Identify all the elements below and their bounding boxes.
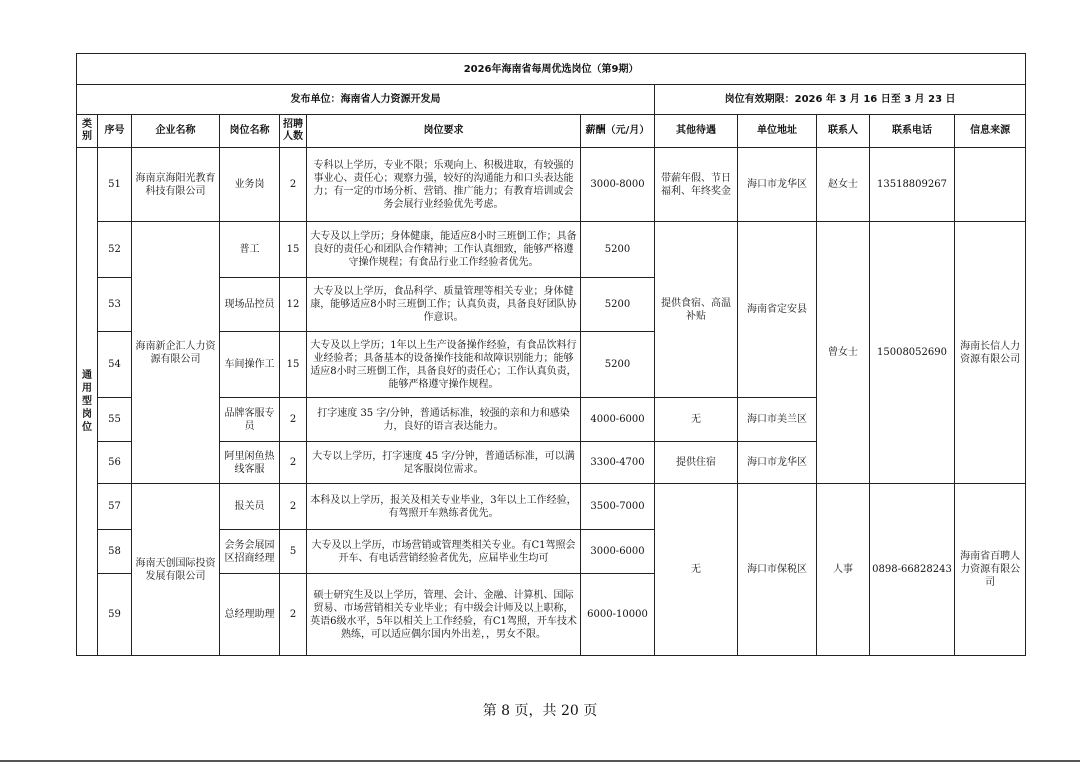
- salary-cell: 5200: [581, 332, 655, 398]
- salary-cell: 3500-7000: [581, 484, 655, 530]
- position-cell: 阿里闲鱼热线客服: [220, 442, 280, 484]
- company-cell: 海南新企汇人力资源有限公司: [132, 222, 220, 484]
- validity-label: 岗位有效期限：2026 年 3 月 16 日至 3 月 23 日: [655, 85, 1026, 115]
- salary-cell: 3000-8000: [581, 148, 655, 222]
- benefits-cell: 带薪年假、节日福利、年终奖金: [655, 148, 738, 222]
- phone-cell: 15008052690: [870, 222, 955, 484]
- source-cell: [955, 148, 1026, 222]
- requirements-cell: 大专以上学历，打字速度 45 字/分钟，普通话标准，可以满足客服岗位需求。: [307, 442, 581, 484]
- address-cell: 海口市美兰区: [738, 398, 817, 442]
- salary-cell: 6000-10000: [581, 574, 655, 656]
- requirements-cell: 大专及以上学历；1年以上生产设备操作经验，有食品饮料行业经验者；具备基本的设备操作技能和故障识别能力；能够适应8小时三班倒工作，具备良好的责任心；工作认真负责，能够严格遵守操作规程。: [307, 332, 581, 398]
- table-row: [77, 148, 1026, 222]
- position-cell: 车间操作工: [220, 332, 280, 398]
- count-cell: 2: [280, 442, 307, 484]
- contact-cell: 赵女士: [817, 148, 870, 222]
- count-cell: 2: [280, 484, 307, 530]
- salary-cell: 4000-6000: [581, 398, 655, 442]
- seq-cell: 57: [98, 484, 132, 530]
- header-phone: 联系电话: [870, 115, 955, 148]
- position-cell: 普工: [220, 222, 280, 278]
- source-cell: 海南省百聘人力资源有限公司: [955, 484, 1026, 656]
- header-requirements: 岗位要求: [307, 115, 581, 148]
- position-cell: 品牌客服专员: [220, 398, 280, 442]
- header-row: [77, 115, 1026, 148]
- salary-cell: 3000-6000: [581, 530, 655, 574]
- phone-cell: 0898-66828243: [870, 484, 955, 656]
- company-cell: 海南京海阳光教育科技有限公司: [132, 148, 220, 222]
- requirements-cell: 本科及以上学历，报关及相关专业毕业，3年以上工作经验，有驾照开车熟练者优先。: [307, 484, 581, 530]
- category-cell: 通用型岗位: [77, 148, 98, 656]
- page-footer: 第 8 页，共 20 页: [482, 703, 598, 719]
- requirements-cell: 大专及以上学历；身体健康，能适应8小时三班倒工作；具备良好的责任心和团队合作精神；工作认真细致，能够严格遵守操作规程；有食品行业工作经验者优先。: [307, 222, 581, 278]
- phone-cell: 13518809267: [870, 148, 955, 222]
- header-contact: 联系人: [817, 115, 870, 148]
- benefits-cell: 提供住宿: [655, 442, 738, 484]
- header-seq: 序号: [98, 115, 132, 148]
- header-source: 信息来源: [955, 115, 1026, 148]
- position-cell: 会务会展园区招商经理: [220, 530, 280, 574]
- position-cell: 业务岗: [220, 148, 280, 222]
- count-cell: 15: [280, 332, 307, 398]
- table-row: [77, 222, 1026, 278]
- header-salary: 薪酬（元/月）: [581, 115, 655, 148]
- seq-cell: 56: [98, 442, 132, 484]
- contact-cell: 曾女士: [817, 222, 870, 484]
- address-cell: 海南省定安县: [738, 222, 817, 398]
- header-address: 单位地址: [738, 115, 817, 148]
- requirements-cell: 打字速度 35 字/分钟，普通话标准，较强的亲和力和感染力，良好的语言表达能力。: [307, 398, 581, 442]
- publisher-label: 发布单位：海南省人力资源开发局: [77, 85, 655, 115]
- seq-cell: 52: [98, 222, 132, 278]
- seq-cell: 51: [98, 148, 132, 222]
- address-cell: 海口市龙华区: [738, 148, 817, 222]
- bottom-divider: [0, 760, 1080, 762]
- header-position: 岗位名称: [220, 115, 280, 148]
- benefits-cell: 无: [655, 484, 738, 656]
- seq-cell: 53: [98, 278, 132, 332]
- job-listing-sheet: [76, 53, 1025, 656]
- position-cell: 现场品控员: [220, 278, 280, 332]
- table-title: 2026年海南省每周优选岗位（第9期）: [77, 54, 1026, 85]
- count-cell: 5: [280, 530, 307, 574]
- requirements-cell: 大专及以上学历，市场营销或管理类相关专业。有C1驾照会开车、有电话营销经验者优先，应届毕业生均可: [307, 530, 581, 574]
- header-category: 类别: [77, 115, 98, 148]
- seq-cell: 59: [98, 574, 132, 656]
- source-cell: 海南长信人力资源有限公司: [955, 222, 1026, 484]
- header-benefits: 其他待遇: [655, 115, 738, 148]
- seq-cell: 54: [98, 332, 132, 398]
- seq-cell: 55: [98, 398, 132, 442]
- job-table: [76, 53, 1026, 656]
- table-row: [77, 484, 1026, 530]
- benefits-cell: 无: [655, 398, 738, 442]
- benefits-cell: 提供食宿、高温补贴: [655, 222, 738, 398]
- count-cell: 2: [280, 574, 307, 656]
- seq-cell: 58: [98, 530, 132, 574]
- requirements-cell: 大专及以上学历，食品科学、质量管理等相关专业；身体健康，能够适应8小时三班倒工作；认真负责，具备良好团队协作意识。: [307, 278, 581, 332]
- position-cell: 总经理助理: [220, 574, 280, 656]
- company-cell: 海南天创国际投资发展有限公司: [132, 484, 220, 656]
- count-cell: 15: [280, 222, 307, 278]
- address-cell: 海口市龙华区: [738, 442, 817, 484]
- salary-cell: 5200: [581, 278, 655, 332]
- salary-cell: 5200: [581, 222, 655, 278]
- address-cell: 海口市保税区: [738, 484, 817, 656]
- position-cell: 报关员: [220, 484, 280, 530]
- count-cell: 2: [280, 398, 307, 442]
- requirements-cell: 硕士研究生及以上学历，管理、会计、金融、计算机、国际贸易、市场营销相关专业毕业；有中级会计师及以上职称，英语6级水平，5年以相关上工作经验，有C1驾照，开车技术熟练，可以适应偶尔国内外出差，，男女不限。: [307, 574, 581, 656]
- salary-cell: 3300-4700: [581, 442, 655, 484]
- header-count: 招聘人数: [280, 115, 307, 148]
- count-cell: 2: [280, 148, 307, 222]
- requirements-cell: 专科以上学历，专业不限；乐观向上、积极进取，有较强的事业心、责任心；观察力强，较好的沟通能力和口头表达能力；有一定的市场分析、营销、推广能力；有教育培训或会务会展行业经验优先考虑。: [307, 148, 581, 222]
- header-company: 企业名称: [132, 115, 220, 148]
- contact-cell: 人事: [817, 484, 870, 656]
- count-cell: 12: [280, 278, 307, 332]
